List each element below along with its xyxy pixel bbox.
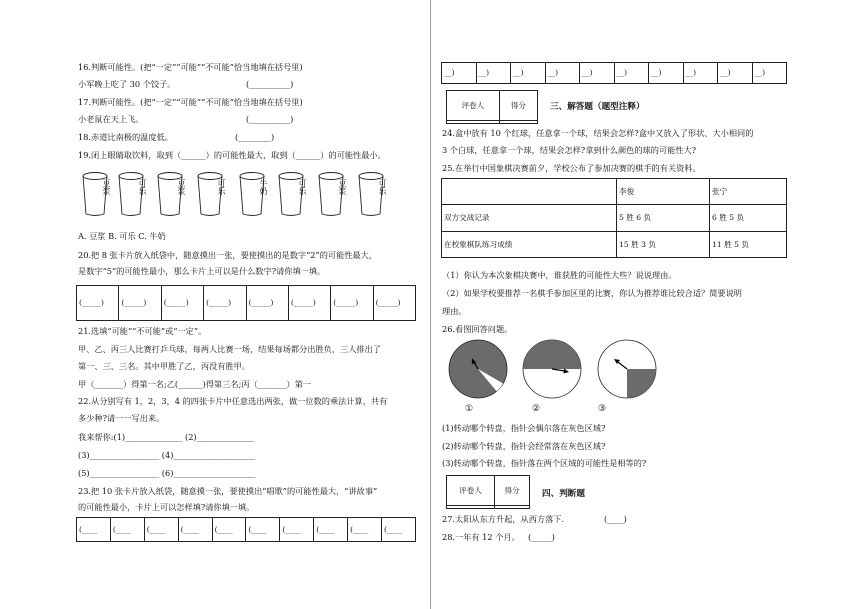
q23-cell[interactable]: (____ [77, 518, 111, 542]
q23-cell[interactable]: (____ [314, 518, 348, 542]
continued-card-table [441, 62, 787, 84]
header-lijun: 李俊 [617, 179, 710, 205]
grader-label: 评卷人 [447, 476, 495, 506]
header-zhangning: 张宁 [710, 179, 787, 205]
cup-label: 豆浆 [102, 179, 111, 195]
q22-text-a: 22.从分别写有 1，2，3，4 的四张卡片中任意选出两张，做一位数的乘法计算，共有 [78, 396, 388, 406]
q17-text: 17.判断可能性。(把“一定”“可能”“不可能”恰当地填在括号里) [78, 97, 303, 107]
grader-label: 评卷人 [447, 91, 500, 121]
cup-label: 可乐 [378, 179, 387, 195]
q22-answer-1[interactable]: 我来帮你:(1)______________ (2)______________ [78, 432, 254, 442]
cup-3 [155, 171, 185, 217]
chess-table [441, 178, 787, 258]
q24-text-a: 24.盒中放有 10 个红球，任意拿一个球，结果会怎样?盒中又放入了形状、大小相同的 [442, 128, 754, 138]
q20-cell[interactable]: (_____) [161, 286, 203, 321]
q23-cell[interactable]: (____ [348, 518, 382, 542]
q22-text-b: 多少种?请一一写出来。 [78, 413, 165, 423]
cup-label: 可乐 [138, 179, 147, 195]
table-cell: 15 胜 3 负 [617, 231, 710, 257]
q23-card-table [76, 517, 416, 542]
q18-blank[interactable]: (________) [235, 132, 275, 142]
score-label: 得分 [499, 91, 537, 121]
q20-cell[interactable]: (_____) [373, 286, 415, 321]
cup-label: 豆浆 [338, 179, 347, 195]
table-cell: 5 胜 6 负 [617, 205, 710, 231]
q26-question-3: (3)转动哪个转盘，指针落在两个区域的可能性是相等的? [442, 458, 647, 468]
cup-7 [316, 171, 346, 217]
table-cell: 6 胜 5 负 [710, 205, 787, 231]
score-box-1 [446, 90, 538, 124]
q23-cell[interactable]: (____ [246, 518, 280, 542]
grader-cell[interactable] [447, 506, 495, 509]
q21-text: 21.选填“可能”“不可能”或“一定”。 [78, 326, 207, 336]
q27-blank[interactable]: (____) [604, 514, 627, 524]
continued-cell[interactable]: __) [683, 63, 718, 84]
spinner-label-1: ① [465, 404, 474, 414]
cup-1 [80, 171, 110, 217]
q20-text-a: 20.把 8 张卡片放入纸袋中，随意摸出一张，要使摸出的是数字“2”的可能性最大， [78, 250, 378, 260]
q16-statement: 小军晚上吃了 30 个饺子。 [78, 79, 176, 89]
continued-cell[interactable]: __) [442, 63, 477, 84]
q28-blank[interactable]: (_____) [528, 532, 555, 542]
cup-4 [195, 171, 225, 217]
q23-cell[interactable]: (____ [382, 518, 416, 542]
row-label: 双方交战记录 [442, 205, 617, 231]
q24-text-b: 3 个白球，任意拿一个球，结果会怎样?拿到什么颜色的球的可能性大? [442, 145, 697, 155]
spinner-dial-icon [596, 338, 658, 400]
continued-cell[interactable]: __) [614, 63, 649, 84]
q23-cell[interactable]: (____ [144, 518, 178, 542]
cup-label: 可乐 [217, 179, 226, 195]
q19-text: 19.闭上眼睛取饮料，取到（______）的可能性最大，取到（______）的可能性最小。 [78, 150, 386, 160]
q23-cell[interactable]: (____ [280, 518, 314, 542]
q20-cell[interactable]: (_____) [119, 286, 161, 321]
q20-cell[interactable]: (_____) [331, 286, 373, 321]
spinner-label-3: ③ [598, 404, 607, 414]
q16-text: 16.判断可能性。(把“一定”“可能”“不可能”恰当地填在括号里) [78, 62, 303, 72]
table-cell: 11 胜 5 负 [710, 231, 787, 257]
q20-cell[interactable]: (_____) [246, 286, 288, 321]
q22-answer-2[interactable]: (3)_________________ (4)____________________ [78, 450, 256, 460]
q23-text-b: 的可能性最小，卡片上可以怎样填?请你填一填。 [78, 502, 255, 512]
continued-cell[interactable]: __) [511, 63, 546, 84]
q22-answer-3[interactable]: (5)_________________ (6)____________________ [78, 468, 256, 478]
q20-cell[interactable]: (_____) [288, 286, 330, 321]
q26-text: 26.看图回答问题。 [442, 324, 513, 334]
cup-2 [116, 171, 146, 217]
row-label: 在校象棋队练习成绩 [442, 231, 617, 257]
q26-question-2: (2)转动哪个转盘，指针会经常落在灰色区域? [442, 441, 606, 451]
score-cell[interactable] [499, 121, 537, 124]
table-corner [442, 179, 617, 205]
q16-blank[interactable]: (__________) [246, 79, 294, 89]
q25-text: 25.在举行中国象棋决赛前夕，学校公布了参加决赛的棋手的有关资料。 [442, 163, 701, 173]
q26-question-1: (1)转动哪个转盘，指针会偶尔落在灰色区域? [442, 423, 606, 433]
score-cell[interactable] [495, 506, 530, 509]
section-3-heading: 三、解答题（题型注释） [550, 102, 645, 112]
score-box-2 [446, 475, 530, 509]
continued-cell[interactable]: __) [718, 63, 753, 84]
spinner-label-2: ② [532, 404, 541, 414]
grader-cell[interactable] [447, 121, 500, 124]
continued-cell[interactable]: __) [649, 63, 684, 84]
section-4-heading: 四、判断题 [542, 489, 585, 499]
q23-text-a: 23.把 10 张卡片放入纸袋，随意摸一张，要使摸出“唱歌”的可能性最大，“讲故事” [78, 486, 378, 496]
q20-cell[interactable]: (_____) [77, 286, 119, 321]
cup-label: 可乐 [298, 179, 307, 195]
cup-5 [237, 171, 267, 217]
spinner-3 [596, 338, 658, 400]
q23-cell[interactable]: (____ [178, 518, 212, 542]
cup-8 [356, 171, 386, 217]
q25-question-1: （1）你认为本次象棋决赛中，谁获胜的可能性大些？说说理由。 [442, 270, 677, 280]
continued-cell[interactable]: __) [545, 63, 580, 84]
column-divider [430, 0, 431, 609]
q25-question-2b: 理由。 [442, 306, 467, 316]
q17-statement: 小老鼠在天上飞。 [78, 114, 144, 124]
spinner-2 [521, 338, 583, 400]
spinner-dial-icon [521, 338, 583, 400]
continued-cell[interactable]: __) [580, 63, 615, 84]
spinner-dial-icon [447, 338, 509, 400]
q27-text: 27.太阳从东方升起，从西方落下. [442, 514, 565, 524]
q17-blank[interactable]: (__________) [246, 114, 294, 124]
cup-label: 牛奶 [259, 179, 268, 195]
q18-text: 18.赤道比南极的温度低。 [78, 132, 173, 142]
continued-cell[interactable]: __) [752, 63, 787, 84]
cup-label: 豆浆 [177, 179, 186, 195]
q23-cell[interactable]: (____ [110, 518, 144, 542]
cup-6 [276, 171, 306, 217]
score-label: 得分 [495, 476, 530, 506]
q21-line-a: 甲、乙、丙三人比赛打乒乓球，每两人比赛一场，结果每场都分出胜负，三人排出了 [78, 344, 381, 354]
q21-line-b: 第一、三、三名。其中甲胜了乙，丙没有胜甲。 [78, 361, 250, 371]
q20-cell[interactable]: (_____) [204, 286, 246, 321]
q20-card-table [76, 285, 416, 321]
q21-line-c: 甲（_______）得第一名;乙(______)得第三名;丙（_______）第一 [78, 379, 311, 389]
q23-cell[interactable]: (____ [212, 518, 246, 542]
spinner-1 [447, 338, 509, 400]
q19-options: A. 豆浆 B. 可乐 C. 牛奶 [78, 231, 166, 241]
continued-cell[interactable]: __) [476, 63, 511, 84]
q25-question-2a: （2）如果学校要推荐一名棋手参加区里的比赛，你认为推荐谁比较合适？简要说明 [442, 288, 742, 298]
q20-text-b: 是数字“5”的可能性最小，那么卡片上可以是什么数字?请你填一填。 [78, 266, 326, 276]
q28-text: 28.一年有 12 个月。 [442, 532, 520, 542]
